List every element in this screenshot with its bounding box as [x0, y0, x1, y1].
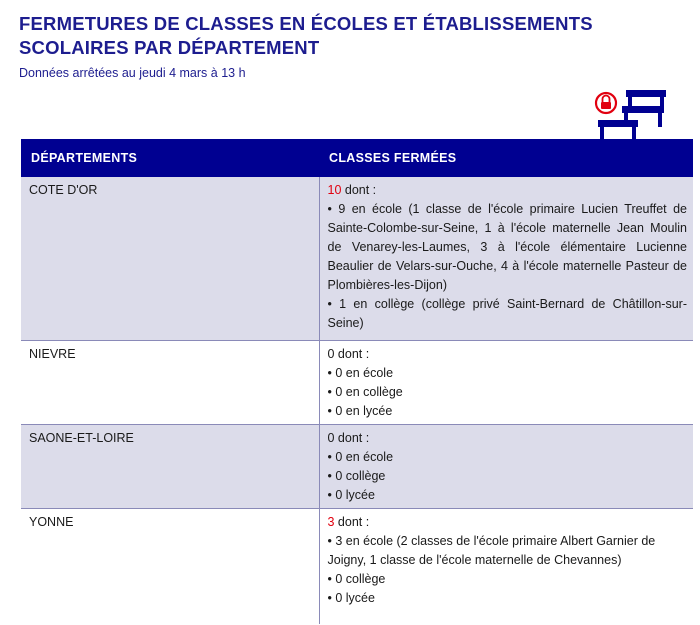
department-cell: SAONE-ET-LOIRE [21, 424, 319, 508]
closure-detail-line: • 0 en collège [327, 384, 403, 399]
closure-count-suffix: dont : [334, 430, 370, 445]
closures-cell [319, 340, 693, 424]
closure-count: 10 [327, 183, 342, 197]
closures-table [21, 139, 693, 624]
closure-detail-line: • 1 en collège (collège privé Saint-Bernard de Châtillon-sur-Seine) [327, 297, 687, 330]
closure-detail-line: • 0 lycée [327, 590, 375, 605]
closure-detail-line: • 9 en école (1 classe de l'école primaire Lucien Treuffet de Sainte-Colombe-sur-Seine, 1 à l'école maternelle Jean Moulin de Venarey-les-Laumes, 3 à l'école élémentaire Lucienne Beaulier de Velars-sur-Ouche, 4 à l'école maternelle Pasteur de Plombières-les-Dijon) [327, 202, 687, 292]
closure-detail-line: • 0 en école [327, 365, 394, 380]
column-header-departments: DÉPARTEMENTS [21, 139, 319, 177]
closure-count-suffix: dont : [334, 346, 370, 361]
closure-count: 0 [327, 346, 335, 361]
table-header-row [21, 139, 693, 177]
table-row-yonne [21, 508, 693, 624]
closure-detail-line: • 0 collège [327, 571, 386, 586]
closure-detail-line: • 0 en lycée [327, 403, 393, 418]
table-row-saone-et-loire [21, 424, 693, 508]
closure-detail-line: • 3 en école (2 classes de l'école primaire Albert Garnier de Joigny, 1 classe de l'école maternelle de Chevannes) [327, 533, 656, 567]
closures-cell [319, 508, 693, 624]
closure-count-suffix: dont : [341, 183, 377, 197]
closure-count-suffix: dont : [334, 514, 370, 529]
closure-detail-line: • 0 collège [327, 468, 386, 483]
closure-count: 3 [327, 514, 335, 529]
closure-detail-line: • 0 lycée [327, 487, 375, 502]
table-row-nievre [21, 340, 693, 424]
department-cell: COTE D'OR [21, 177, 319, 340]
column-header-closed-classes: CLASSES FERMÉES [319, 139, 693, 177]
closures-cell [319, 424, 693, 508]
department-cell: NIEVRE [21, 340, 319, 424]
department-cell: YONNE [21, 508, 319, 624]
closure-count: 0 [327, 430, 335, 445]
closures-cell [319, 177, 693, 340]
classroom-desks-lock-icon [592, 84, 672, 140]
page-title: FERMETURES DE CLASSES EN ÉCOLES ET ÉTABLISSEMENTS SCOLAIRES PAR DÉPARTEMENT [19, 13, 593, 58]
closure-detail-line: • 0 en école [327, 449, 394, 464]
table-row-cote-dor [21, 177, 693, 340]
page-subtitle: Données arrêtées au jeudi 4 mars à 13 h [19, 66, 246, 80]
